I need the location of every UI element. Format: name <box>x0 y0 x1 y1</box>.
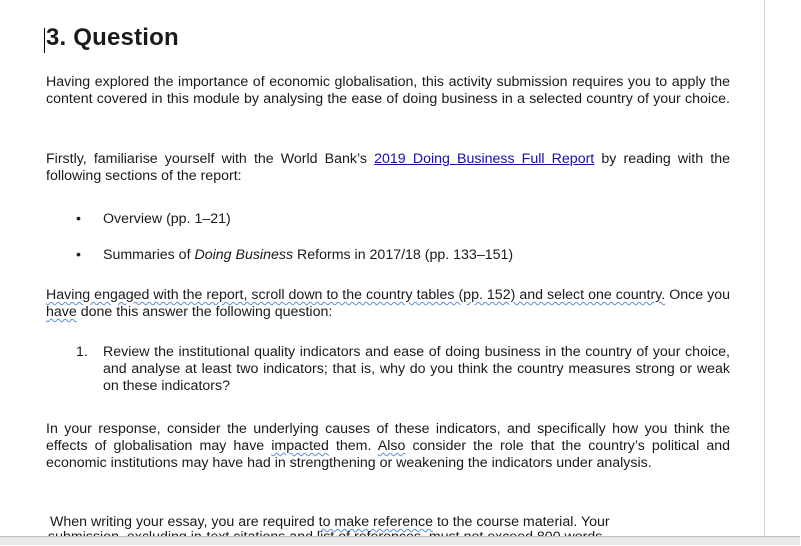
firstly-text-after: by reading with the following sections of the report: <box>46 151 730 184</box>
grammar-flag[interactable]: impacted <box>271 438 329 454</box>
bullet-text: Overview (pp. 1–21) <box>103 211 231 227</box>
window-bottom-edge <box>0 536 800 545</box>
grammar-flag[interactable]: Also <box>377 438 406 454</box>
response-text: In your response, consider the underlying causes of these indicators, and specifically how you think the effects of globalisation may have <box>46 421 730 454</box>
bullet-icon: • <box>76 211 81 227</box>
firstly-paragraph <box>46 151 730 185</box>
grammar-flag[interactable]: to make reference <box>318 514 433 530</box>
bullet-icon: • <box>76 247 81 263</box>
page-margin-area <box>764 0 801 544</box>
question-number: 1. <box>76 344 88 360</box>
response-text: consider the role that the country’s political and economic institutions may have had in strengthening or weakening the indicators under analysis. <box>46 438 730 471</box>
intro-paragraph: Having explored the importance of economic globalisation, this activity submission requires you to apply the content covered in this module by analysing the ease of doing business in a selected country of your choice. <box>46 74 730 107</box>
bullet-text-after: Reforms in 2017/18 (pp. 133–151) <box>293 247 514 263</box>
bullet-text <box>103 247 513 264</box>
instructions-text: done this answer the following question: <box>76 304 333 320</box>
grammar-flag[interactable]: have <box>46 304 77 320</box>
response-text: them. <box>328 438 378 454</box>
essay-text: to the course material. Your <box>433 514 610 530</box>
doing-business-report-link[interactable]: 2019 Doing Business Full Report <box>374 151 595 167</box>
text-cursor <box>44 28 45 53</box>
grammar-flag[interactable]: Having engaged with the report, scroll down to the country tables (pp. 152) and select one country. <box>46 287 666 303</box>
instructions-text: Once you <box>665 287 730 303</box>
firstly-text-before: Firstly, familiarise yourself with the World Bank’s <box>46 151 375 167</box>
essay-text: When writing your essay, you are required <box>50 514 319 530</box>
section-heading: 3. Question <box>46 24 179 51</box>
bullet-text-italic: Doing Business <box>194 247 294 263</box>
response-paragraph <box>46 421 730 472</box>
question-text: Review the institutional quality indicators and ease of doing business in the country of your choice, and analyse at least two indicators; that is, why do you think the country measures strong or weak on these indicators? <box>103 344 730 394</box>
bullet-text-before: Summaries of <box>103 247 195 263</box>
instructions-paragraph <box>46 287 730 321</box>
